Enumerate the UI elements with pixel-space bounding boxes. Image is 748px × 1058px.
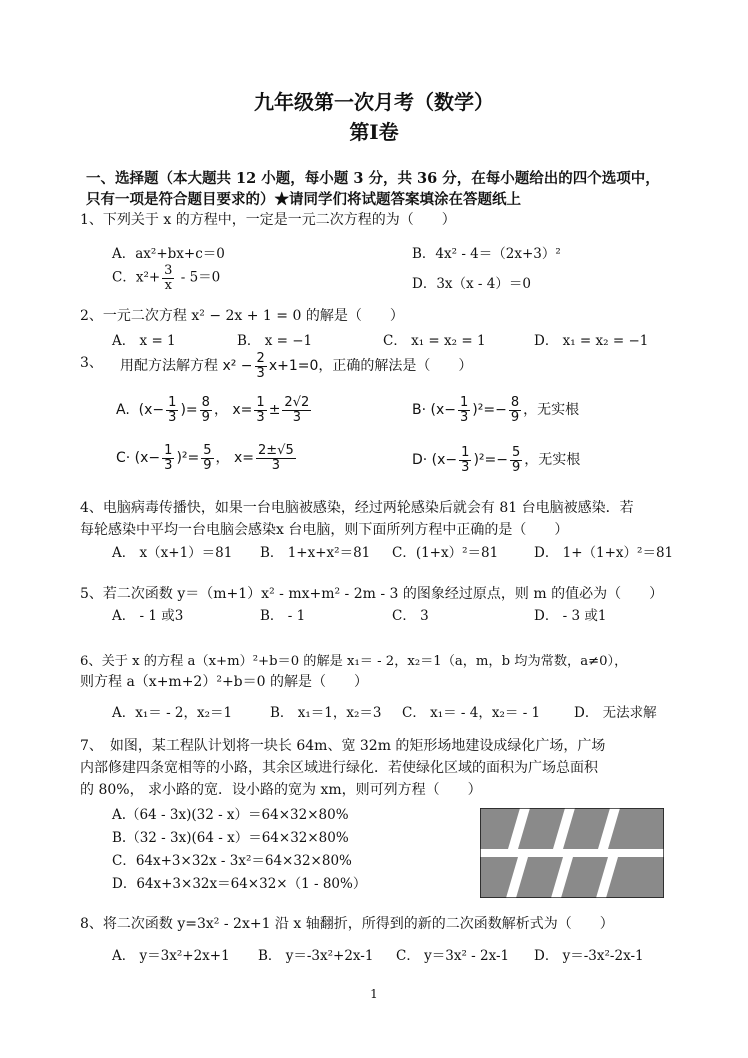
q4-option-a: A． x（x+1）＝81 xyxy=(112,545,233,561)
q4-line2: 每轮感染中平均一台电脑会感染x 台电脑，则下面所列方程中正确的是（ ） xyxy=(80,522,569,538)
q8-option-d: D． y＝-3x²-2x-1 xyxy=(534,948,644,964)
q1-stem: 1、下列关于 x 的方程中，一定是一元二次方程的为（ ） xyxy=(80,212,456,228)
q5-option-a: A． - 1 或3 xyxy=(112,608,184,624)
q1-option-d: D．3x（x - 4）＝0 xyxy=(412,276,531,292)
q8-stem: 8、将二次函数 y=3x² - 2x+1 沿 x 轴翻折，所得到的新的二次函数解析式为（ ） xyxy=(80,916,614,932)
q2-option-d: D． x₁ = x₂ = −1 xyxy=(534,333,649,349)
q1-c-fraction: $\frac{3}{x}$ xyxy=(164,263,173,293)
q7-line2: 内部修建四条宽相等的小路，其余区域进行绿化．若使绿化区域的面积为广场总面积 xyxy=(80,760,598,776)
q1-option-b: B．4x² - 4＝（2x+3）² xyxy=(412,246,561,262)
q2-option-a: A． x = 1 xyxy=(112,333,176,349)
q3-stem: 用配方法解方程 x² − $\frac{2}{3}$ x+1=0，正确的解法是（ ） xyxy=(120,351,473,381)
q2-stem: 2、一元二次方程 x² − 2x + 1 = 0 的解是（ ） xyxy=(80,308,404,324)
q6-option-a: A．x₁＝ - 2，x₂＝1 xyxy=(112,705,233,721)
q5-option-b: B． - 1 xyxy=(260,608,306,624)
q1-option-a: A．ax²+bx+c＝0 xyxy=(112,246,225,262)
section-heading-line1: 一、选择题（本大题共 12 小题，每小题 3 分，共 36 分，在每小题给出的四个选项中， xyxy=(86,170,660,187)
q6-option-d: D． 无法求解 xyxy=(574,705,657,721)
q7-option-c: C．64x+3×32x - 3x²＝64×32×80% xyxy=(112,853,352,869)
q2-option-c: C． x₁ = x₂ = 1 xyxy=(383,333,486,349)
q7-figure xyxy=(480,808,664,898)
q3-option-c: C· (x− $\frac{1}{3}$ )²= $\frac{5}{9}$ ， x= $\frac{2\pm√5}{3}$ xyxy=(116,443,294,473)
q3-stem-fraction: $\frac{2}{3}$ xyxy=(256,351,265,381)
q4-option-d: D． 1+（1+x）²＝81 xyxy=(534,545,674,561)
q4-option-c: C．(1+x）²＝81 xyxy=(392,545,499,561)
q1-option-c: C．x²+ $\frac{3}{x}$ - 5＝0 xyxy=(112,263,221,293)
q3-number: 3、 xyxy=(80,355,103,371)
page-number: 1 xyxy=(370,987,378,1001)
q5-option-c: C． 3 xyxy=(392,608,429,624)
q7-option-b: B.（32 - 3x)(64 - x）＝64×32×80% xyxy=(112,830,349,846)
q6-option-b: B． x₁＝1，x₂＝3 xyxy=(270,705,382,721)
page-subtitle: 第Ⅰ卷 xyxy=(349,120,399,144)
page-title: 九年级第一次月考（数学） xyxy=(254,90,494,114)
q4-line1: 4、电脑病毒传播快，如果一台电脑被感染，经过两轮感染后就会有 81 台电脑被感染．若 xyxy=(80,500,634,516)
q3-option-b: B· (x− $\frac{1}{3}$ )²=− $\frac{8}{9}$ ，无实根 xyxy=(412,395,580,425)
q8-option-c: C． y＝3x² - 2x-1 xyxy=(396,948,510,964)
q5-option-d: D． - 3 或1 xyxy=(534,608,607,624)
q8-option-a: A． y＝3x²+2x+1 xyxy=(112,948,230,964)
q7-option-a: A.（64 - 3x)(32 - x）＝64×32×80% xyxy=(112,807,349,823)
section-heading-line2: 只有一项是符合题目要求的）★请同学们将试题答案填涂在答题纸上 xyxy=(86,191,521,208)
q2-option-b: B． x = −1 xyxy=(237,333,313,349)
q7-option-d: D．64x+3×32x＝64×32×（1 - 80%） xyxy=(112,876,367,892)
q8-option-b: B． y＝-3x²+2x-1 xyxy=(258,948,374,964)
q6-line2: 则方程 a（x+m+2）²+b＝0 的解是（ ） xyxy=(80,674,368,690)
q6-line1: 6、关于 x 的方程 a（x+m）²+b＝0 的解是 x₁＝ - 2，x₂＝1（a，m，b 均为常数，a≠0）， xyxy=(80,654,628,669)
q6-option-c: C． x₁＝ - 4，x₂＝ - 1 xyxy=(402,705,541,721)
q4-option-b: B． 1+x+x²＝81 xyxy=(260,545,371,561)
q3-option-d: D· (x− $\frac{1}{3}$ )²=− $\frac{5}{9}$ ，无实根 xyxy=(412,445,581,475)
q5-stem: 5、若二次函数 y＝（m+1）x² - mx+m² - 2m - 3 的图象经过原点，则 m 的值必为（ ） xyxy=(80,586,664,602)
q7-line3: 的 80%， 求小路的宽．设小路的宽为 xm，则可列方程（ ） xyxy=(80,782,482,798)
q7-line1: 7、 如图，某工程队计划将一块长 64m、宽 32m 的矩形场地建设成绿化广场，广场 xyxy=(80,738,606,754)
q3-option-a: A. (x− $\frac{1}{3}$ )= $\frac{8}{9}$ ， x= $\frac{1}{3}$ ± $\frac{2√2}{3}$ xyxy=(116,395,310,425)
